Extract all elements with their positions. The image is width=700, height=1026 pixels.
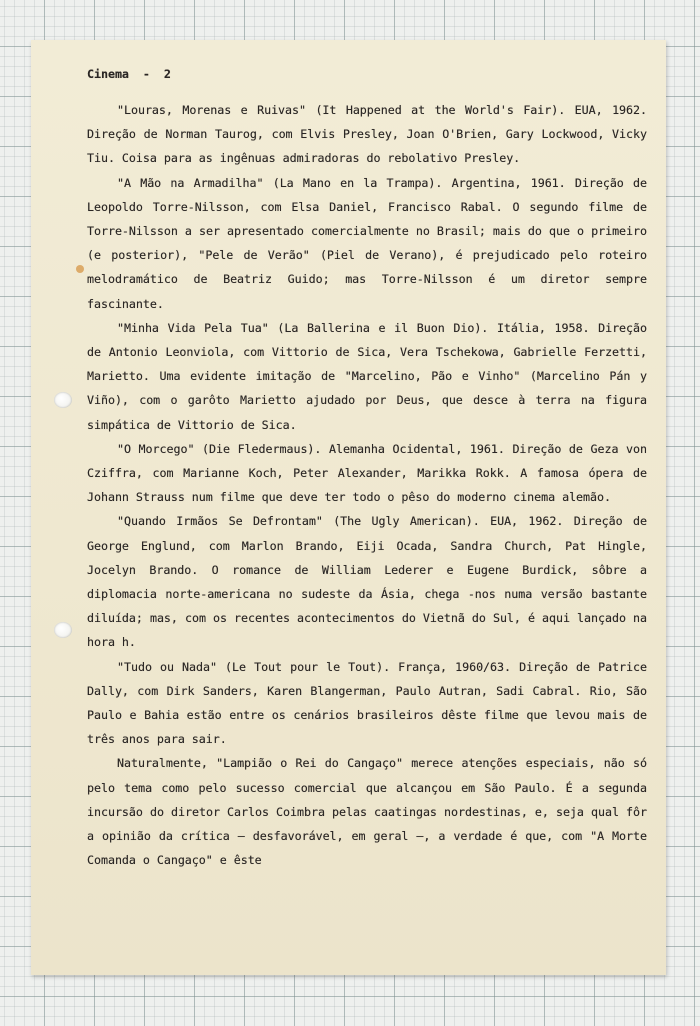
review-paragraph: "Louras, Morenas e Ruivas" (It Happened at the World's Fair). EUA, 1962. Direção de Norman Taurog, com Elvis Presley, Joan O'Brien, Gary Lockwood, Vicky Tiu. Coisa para as ingênuas admiradoras do rebolativo Presley. bbox=[87, 103, 647, 166]
typed-text-block bbox=[87, 62, 647, 873]
review-paragraph: Naturalmente, "Lampião o Rei do Cangaço" merece atenções especiais, não só pelo tema como pelo sucesso comercial que alcançou em São Paulo. É a segunda incursão do diretor Carlos Coimbra pelas caatingas nordestinas, e, seja qual fôr a opinião da crítica — desfavorável, em geral —, a verdade é que, com "A Morte Comanda o Cangaço" e êste bbox=[87, 756, 647, 868]
review-paragraph: "Tudo ou Nada" (Le Tout pour le Tout). França, 1960/63. Direção de Patrice Dally, com Dirk Sanders, Karen Blangerman, Paulo Autran, Sadi Cabral. Rio, São Paulo e Bahia estão entre os cenários brasileiros dêste filme que levou mais de três anos para sair. bbox=[87, 659, 647, 747]
punch-hole bbox=[54, 392, 72, 408]
review-paragraph: "A Mão na Armadilha" (La Mano en la Trampa). Argentina, 1961. Direção de Leopoldo Torre-Nilsson, com Elsa Daniel, Francisco Rabal. O segundo filme de Torre-Nilsson a ser apresentado comercialmente no Brasil; mais do que o primeiro (e posterior), "Pele de Verão" (Piel de Verano), é prejudicado pelo roteiro melodramático de Beatriz Guido; mas Torre-Nilsson é um diretor sempre fascinante. bbox=[87, 175, 647, 311]
review-paragraph: "Quando Irmãos Se Defrontam" (The Ugly American). EUA, 1962. Direção de George Englund, com Marlon Brando, Eiji Ocada, Sandra Church, Pat Hingle, Jocelyn Brando. O romance de William Lederer e Eugene Burdick, sôbre a diplomacia norte-americana no sudeste da Ásia, chega -nos numa versão bastante diluída; mas, com os recentes acontecimentos do Vietnã do Sul, é aqui lançado na hora h. bbox=[87, 514, 647, 650]
paper-stain bbox=[76, 265, 84, 273]
review-paragraph: "Minha Vida Pela Tua" (La Ballerina e il Buon Dio). Itália, 1958. Direção de Antonio Leonviola, com Vittorio de Sica, Vera Tschekowa, Gabrielle Ferzetti, Marietto. Uma evidente imitação de "Marcelino, Pão e Vinho" (Marcelino Pán y Viño), com o garôto Marietto ajudado por Deus, que desce à terra na figura simpática de Vittorio de Sica. bbox=[87, 320, 647, 432]
review-paragraph: "O Morcego" (Die Fledermaus). Alemanha Ocidental, 1961. Direção de Geza von Cziffra, com Marianne Koch, Peter Alexander, Marikka Rokk. A famosa ópera de Johann Strauss num filme que deve ter todo o pêso do moderno cinema alemão. bbox=[87, 441, 647, 505]
page-header: Cinema - 2 bbox=[87, 67, 171, 81]
typewritten-page bbox=[31, 40, 666, 975]
punch-hole bbox=[54, 622, 72, 638]
